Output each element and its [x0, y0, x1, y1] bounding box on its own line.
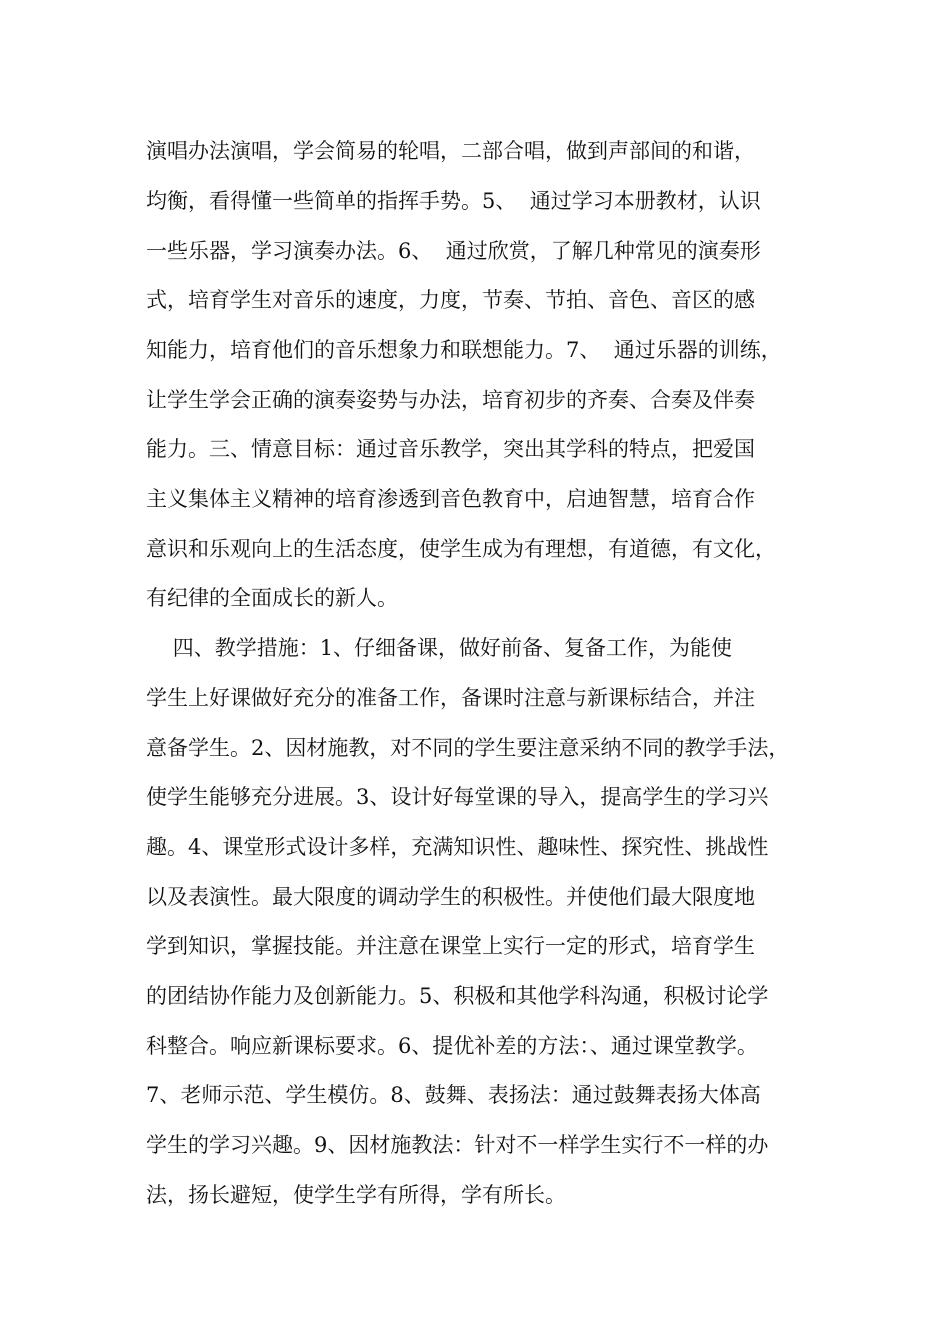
text-line: 一些乐器，学习演奏办法。6、 通过欣赏，了解几种常见的演奏形	[146, 239, 761, 263]
text-line: 均衡，看得懂一些简单的指挥手势。5、 通过学习本册教材，认识	[146, 189, 761, 213]
text-line: 以及表演性。最大限度的调动学生的积极性。并使他们最大限度地	[146, 885, 755, 909]
text-line: 的团结协作能力及创新能力。5、积极和其他学科沟通，积极讨论学	[146, 984, 769, 1008]
text-line: 科整合。响应新课标要求。6、提优补差的方法：、通过课堂教学。	[146, 1034, 758, 1058]
text-line: 能力。三、情意目标：通过音乐教学，突出其学科的特点，把爱国	[146, 437, 755, 461]
text-line: 有纪律的全面成长的新人。	[146, 586, 398, 610]
text-line: 让学生学会正确的演奏姿势与办法，培育初步的齐奏、合奏及伴奏	[146, 388, 755, 412]
text-line: 法，扬长避短，使学生学有所得，学有所长。	[146, 1183, 566, 1207]
text-line: 意备学生。2、因材施教，对不同的学生要注意采纳不同的教学手法，	[146, 736, 790, 760]
text-line: 学生上好课做好充分的准备工作，备课时注意与新课标结合，并注	[146, 686, 755, 710]
text-line: 演唱办法演唱，学会简易的轮唱，二部合唱，做到声部间的和谐，	[146, 139, 755, 163]
text-line: 趣。4、课堂形式设计多样，充满知识性、趣味性、探究性、挑战性	[146, 835, 769, 859]
text-line: 知能力，培育他们的音乐想象力和联想能力。7、 通过乐器的训练，	[146, 338, 782, 362]
text-line: 7、老师示范、学生模仿。8、鼓舞、表扬法：通过鼓舞表扬大体高	[146, 1083, 761, 1107]
text-line: 学生的学习兴趣。9、因材施教法：针对不一样学生实行不一样的办	[146, 1133, 769, 1157]
text-line: 主义集体主义精神的培育渗透到音色教育中，启迪智慧，培育合作	[146, 487, 755, 511]
text-line: 意识和乐观向上的生活态度，使学生成为有理想，有道德，有文化，	[146, 537, 776, 561]
text-line: 式，培育学生对音乐的速度，力度，节奏、节拍、音色、音区的感	[146, 288, 755, 312]
text-line: 使学生能够充分进展。3、设计好每堂课的导入，提高学生的学习兴	[146, 785, 769, 809]
text-line: 四、教学措施：1、仔细备课，做好前备、复备工作，为能使	[146, 636, 733, 660]
text-line: 学到知识，掌握技能。并注意在课堂上实行一定的形式，培育学生	[146, 934, 755, 958]
